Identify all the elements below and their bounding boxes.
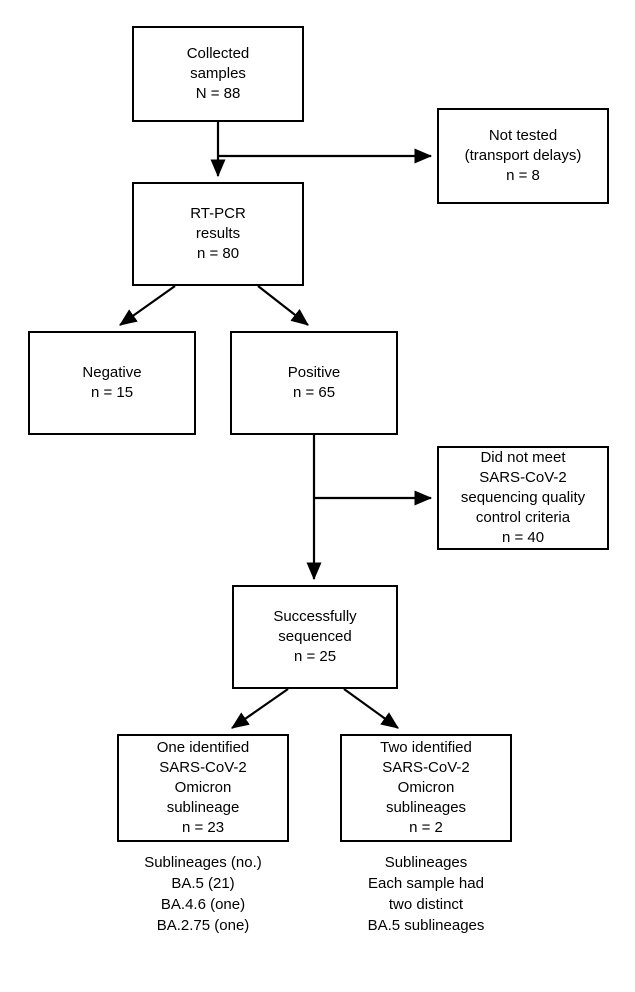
- edge-rtpcr-to-negative: [120, 286, 175, 325]
- edge-sequenced-to-one: [232, 689, 288, 728]
- node-line: RT-PCR: [190, 205, 246, 222]
- node-not-tested: [437, 108, 609, 204]
- node-qc-criteria-not-met: [437, 446, 609, 550]
- node-line: Successfully: [273, 608, 357, 625]
- node-line: SARS-CoV-2: [159, 759, 247, 776]
- node-rt-pcr-results: [132, 182, 304, 286]
- node-negative: [28, 331, 196, 435]
- node-line: sublineage: [166, 799, 240, 816]
- node-line: SARS-CoV-2: [479, 469, 567, 486]
- caption-line: BA.2.75 (one): [156, 917, 250, 934]
- node-collected-samples: [132, 26, 304, 122]
- node-line: n = 25: [293, 648, 337, 665]
- node-successfully-sequenced: [232, 585, 398, 689]
- node-line: Did not meet: [480, 449, 566, 466]
- node-line: n = 40: [501, 529, 545, 546]
- node-line: sublineages: [385, 799, 467, 816]
- node-two-identified-sublineages: [340, 734, 512, 842]
- node-line: n = 15: [90, 384, 134, 401]
- node-line: n = 80: [196, 245, 240, 262]
- node-line: n = 23: [181, 819, 225, 836]
- caption-one-sublineage: [97, 852, 309, 936]
- node-line: Negative: [82, 364, 142, 381]
- node-line: Positive: [287, 364, 341, 381]
- node-line: N = 88: [195, 85, 241, 102]
- caption-line: BA.5 (21): [171, 875, 235, 892]
- node-line: (transport delays): [464, 147, 582, 164]
- caption-line: Each sample had: [368, 875, 484, 892]
- node-line: n = 8: [506, 167, 540, 184]
- caption-line: BA.5 sublineages: [367, 917, 485, 934]
- node-line: Not tested: [488, 127, 558, 144]
- node-line: samples: [190, 65, 246, 82]
- node-line: Two identified: [380, 739, 472, 756]
- node-line: Omicron: [174, 779, 232, 796]
- node-line: One identified: [156, 739, 250, 756]
- node-one-identified-sublineage: [117, 734, 289, 842]
- node-line: sequencing quality: [460, 489, 586, 506]
- caption-line: Sublineages: [384, 854, 468, 871]
- caption-line: two distinct: [388, 896, 464, 913]
- edge-sequenced-to-two: [344, 689, 398, 728]
- caption-two-sublineages: [330, 852, 522, 936]
- caption-line: BA.4.6 (one): [160, 896, 246, 913]
- node-line: sequenced: [278, 628, 352, 645]
- node-line: control criteria: [475, 509, 571, 526]
- node-line: results: [195, 225, 241, 242]
- node-positive: [230, 331, 398, 435]
- node-line: SARS-CoV-2: [382, 759, 470, 776]
- node-line: n = 2: [409, 819, 443, 836]
- node-line: Collected: [186, 45, 250, 62]
- edge-rtpcr-to-positive: [258, 286, 308, 325]
- caption-line: Sublineages (no.): [144, 854, 262, 871]
- node-line: n = 65: [292, 384, 336, 401]
- node-line: Omicron: [397, 779, 455, 796]
